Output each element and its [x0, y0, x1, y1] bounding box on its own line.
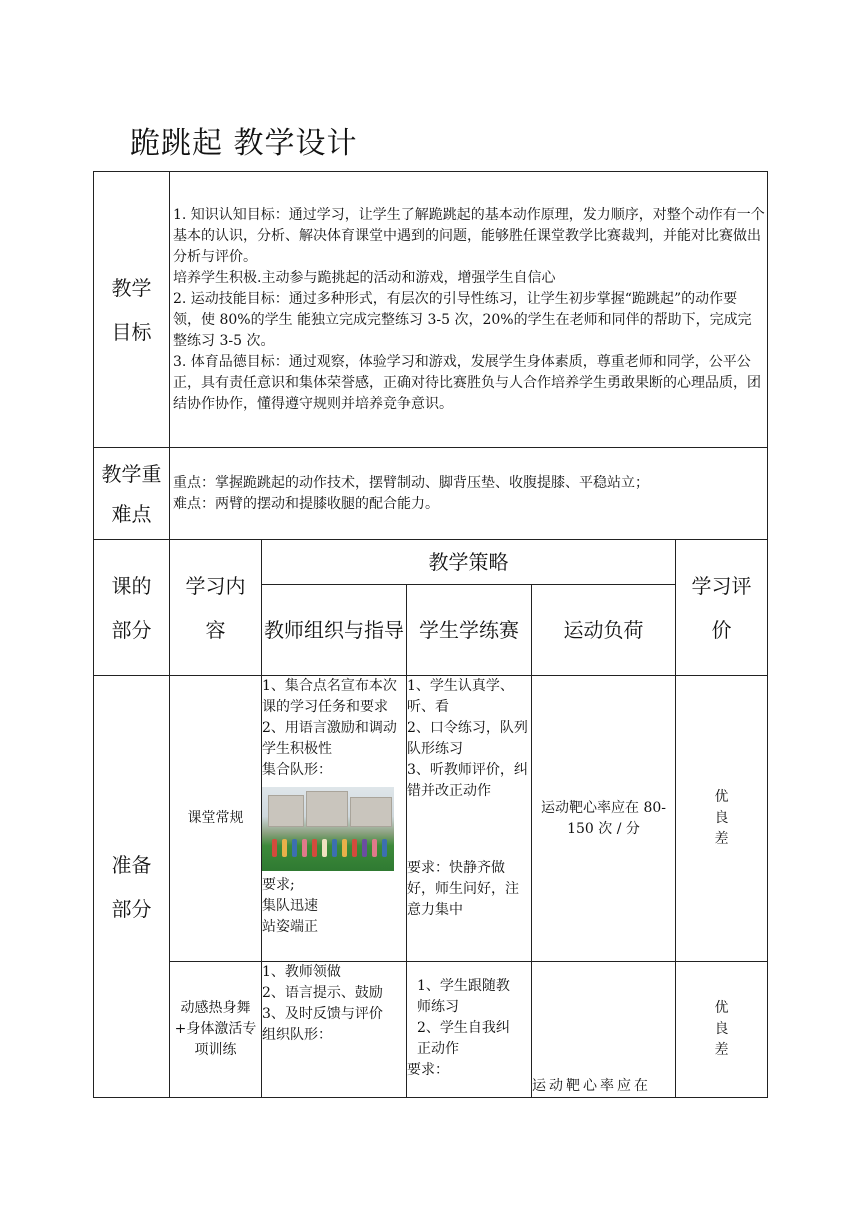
difficulty-line: 难点：两臂的摆动和提膝收腿的配合能力。 — [173, 495, 439, 512]
key-points-content — [170, 448, 768, 540]
teacher-guidance: 1、教师领做 2、语言提示、鼓励 3、及时反馈与评价 组织队形： — [262, 962, 407, 1098]
objectives-label: 教学目标 — [94, 172, 170, 448]
objectives-row — [94, 172, 768, 448]
table-row — [94, 962, 768, 1098]
header-strategy: 教学策略 — [262, 540, 676, 585]
student-practice: 1、学生认真学、听、看 2、口令练习，队列队形练习 3、听教师评价，纠错并改正动作 要求：快静齐做好，师生问好，注意力集中 — [407, 676, 532, 962]
header-row-1 — [94, 540, 768, 585]
lesson-plan-table — [93, 171, 768, 1098]
objective-line: 培养学生积极.主动参与跪挑起的活动和游戏，增强学生自信心 — [173, 269, 556, 286]
section-name: 准备部分 — [94, 676, 170, 1098]
evaluation: 优 良 差 — [676, 676, 768, 962]
row-content: 动感热身舞+身体激活专项训练 — [170, 962, 262, 1098]
table-row — [94, 676, 768, 962]
student-practice: 1、学生跟随教师练习 2、学生自我纠正动作 要求： — [407, 962, 532, 1098]
class-formation-photo — [262, 787, 394, 871]
document-title: 跪跳起 教学设计 — [130, 126, 358, 161]
objective-line: 2. 运动技能目标：通过多种形式，有层次的引导性练习，让学生初步掌握“跪跳起”的动作要领，使 80%的学生 能独立完成完整练习 3-5 次，20%的学生在老师和同伴的帮助下，完成完整练习 3-5 次。 — [173, 290, 752, 349]
objectives-content — [170, 172, 768, 448]
key-points-label: 教学重难点 — [94, 448, 170, 540]
exercise-load: 运动靶心率应在 80-150 次 / 分 — [532, 676, 676, 962]
objective-line: 1. 知识认知目标：通过学习，让学生了解跪跳起的基本动作原理，发力顺序，对整个动作有一个基本的认识，分析、解决体育课堂中遇到的问题，能够胜任课堂教学比赛裁判，并能对比赛做出分析与评价。 — [173, 206, 765, 265]
header-eval: 学习评价 — [676, 540, 768, 676]
header-content: 学习内容 — [170, 540, 262, 676]
exercise-load: 运动靶心率应在 — [532, 962, 676, 1098]
header-student: 学生学练赛 — [407, 585, 532, 676]
header-part: 课的部分 — [94, 540, 170, 676]
key-point-line: 重点：掌握跪跳起的动作技术，摆臂制动、脚背压垫、收腹提膝、平稳站立； — [173, 474, 649, 491]
teacher-guidance: 1、集合点名宣布本次课的学习任务和要求 2、用语言激励和调动学生积极性 集合队形： 要求; 集队迅速 站姿端正 — [262, 676, 407, 962]
objective-line: 3. 体育品德目标：通过观察，体验学习和游戏，发展学生身体素质，尊重老师和同学，公平公正，具有责任意识和集体荣誉感，正确对待比赛胜负与人合作培养学生勇敢果断的心理品质，团结协作协作，懂得遵守规则并培养竞争意识。 — [173, 353, 761, 412]
evaluation: 优 良 差 — [676, 962, 768, 1098]
row-content: 课堂常规 — [170, 676, 262, 962]
key-points-row — [94, 448, 768, 540]
header-teacher: 教师组织与指导 — [262, 585, 407, 676]
header-load: 运动负荷 — [532, 585, 676, 676]
